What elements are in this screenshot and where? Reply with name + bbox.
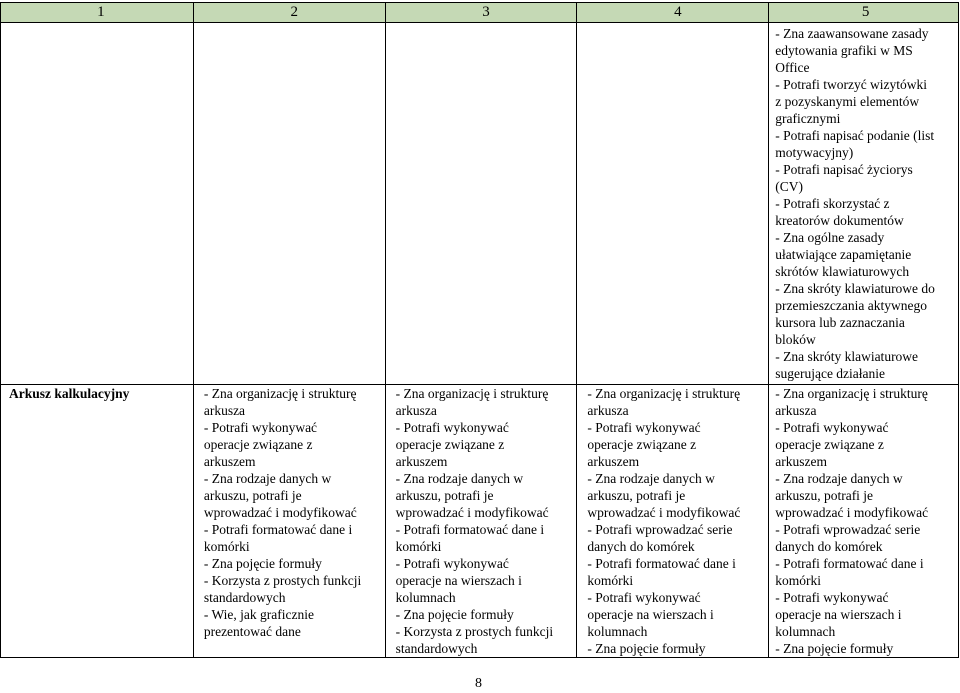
cell-text-line: arkuszem: [587, 454, 640, 469]
spreadsheet-row: [1, 385, 959, 658]
cell-text-line: - Zna pojęcie formuły: [587, 641, 706, 656]
cell-text-line: - Potrafi wykonywać: [203, 420, 318, 435]
requirements-cell-3: [385, 385, 577, 658]
cell-text-line: - Korzysta z prostych funkcji: [203, 573, 362, 588]
requirements-cell-2: [193, 385, 385, 658]
cell-text-line: operacje związane z: [395, 437, 505, 452]
cell-text-line: danych do komórek: [775, 539, 883, 554]
header-col-1: 1: [1, 3, 194, 23]
cell-text-line: operacje na wierszach i: [775, 607, 902, 622]
cell-text-line: arkusza: [775, 403, 817, 418]
cell-text-line: Office: [775, 60, 810, 75]
cell-text-line: - Wie, jak graficznie: [203, 607, 314, 622]
cell-text-line: sugerujące działanie: [775, 366, 886, 381]
header-col-2: 2: [193, 3, 385, 23]
cell-text-line: - Zna organizację i strukturę: [203, 386, 357, 401]
cell-text-line: operacje na wierszach i: [395, 573, 522, 588]
continuation-cell-5: [769, 23, 959, 385]
requirements-cell-5: [769, 385, 959, 658]
cell-text-line: przemieszczania aktywnego: [775, 298, 928, 313]
cell-text-line: arkuszem: [203, 454, 256, 469]
cell-text-line: z pozyskanymi elementów: [775, 94, 920, 109]
cell-text-line: - Zna pojęcie formuły: [203, 556, 322, 571]
cell-text-line: komórki: [203, 539, 250, 554]
cell-text-line: - Potrafi skorzystać z: [775, 196, 890, 211]
cell-text-line: komórki: [587, 573, 634, 588]
cell-text-line: - Potrafi formatować dane i: [775, 556, 924, 571]
cell-text-line: - Zna rodzaje danych w: [587, 471, 715, 486]
cell-text-line: kolumnach: [395, 590, 456, 605]
cell-text-line: - Zna pojęcie formuły: [775, 641, 894, 656]
cell-text-line: kreatorów dokumentów: [775, 213, 904, 228]
cell-text-line: - Zna rodzaje danych w: [203, 471, 332, 486]
cell-text-line: - Potrafi wprowadzać serie: [587, 522, 733, 537]
continuation-row: [1, 23, 959, 385]
cell-text-line: operacje związane z: [203, 437, 313, 452]
cell-text-line: - Potrafi napisać podanie (list: [775, 128, 935, 143]
cell-text-line: - Zna zaawansowane zasady: [775, 26, 929, 41]
cell-text-line: kolumnach: [587, 624, 648, 639]
continuation-cell-4: [577, 23, 769, 385]
requirements-table: [0, 2, 959, 658]
page-number: 8: [475, 676, 482, 691]
cell-text-line: - Zna skróty klawiaturowe: [775, 349, 919, 364]
cell-text-line: - Potrafi wykonywać: [395, 556, 509, 571]
cell-text-line: - Potrafi wykonywać: [395, 420, 509, 435]
cell-text-line: graficznymi: [775, 111, 841, 126]
cell-text-line: standardowych: [395, 641, 478, 656]
cell-text-line: - Zna rodzaje danych w: [775, 471, 903, 486]
header-row: [1, 3, 959, 23]
cell-text-line: (CV): [775, 179, 803, 194]
cell-text-line: skrótów klawiaturowych: [775, 264, 910, 279]
continuation-cell-1: [1, 23, 194, 385]
cell-text-line: - Zna ogólne zasady: [775, 230, 885, 245]
cell-text-line: komórki: [775, 573, 821, 588]
continuation-cell-3: [385, 23, 577, 385]
cell-text-line: operacje związane z: [775, 437, 884, 452]
cell-text-line: bloków: [775, 332, 816, 347]
cell-text-line: kursora lub zaznaczania: [775, 315, 905, 330]
cell-text-line: - Zna skróty klawiaturowe do: [775, 281, 935, 296]
cell-text-line: arkusza: [587, 403, 629, 418]
cell-text-line: - Korzysta z prostych funkcji: [395, 624, 554, 639]
cell-text-line: arkuszu, potrafi je: [587, 488, 686, 503]
subject-cell: Arkusz kalkulacyjny: [1, 385, 194, 658]
cell-text-line: standardowych: [203, 590, 286, 605]
cell-text-line: motywacyjny): [775, 145, 854, 160]
cell-text-line: arkusza: [203, 403, 246, 418]
requirements-cell-4: [577, 385, 769, 658]
cell-text-line: edytowania grafiki w MS: [775, 43, 913, 58]
cell-text-line: wprowadzać i modyfikować: [203, 505, 357, 520]
cell-text-line: - Potrafi wykonywać: [775, 590, 889, 605]
cell-text-line: arkuszem: [395, 454, 448, 469]
cell-text-line: danych do komórek: [587, 539, 695, 554]
cell-text-line: wprowadzać i modyfikować: [775, 505, 929, 520]
cell-text-line: - Potrafi formatować dane i: [587, 556, 736, 571]
cell-text-line: - Zna pojęcie formuły: [395, 607, 514, 622]
cell-text-line: - Potrafi formatować dane i: [395, 522, 545, 537]
header-col-3: 3: [385, 3, 577, 23]
cell-text-line: wprowadzać i modyfikować: [395, 505, 549, 520]
cell-text-line: arkuszu, potrafi je: [395, 488, 494, 503]
cell-text-line: - Zna organizację i strukturę: [395, 386, 549, 401]
cell-text-line: - Zna organizację i strukturę: [587, 386, 741, 401]
cell-text-line: - Potrafi napisać życiorys: [775, 162, 913, 177]
cell-text-line: ułatwiające zapamiętanie: [775, 247, 912, 262]
cell-text-line: arkuszu, potrafi je: [775, 488, 874, 503]
cell-text-line: prezentować dane: [203, 624, 301, 639]
cell-text-line: - Zna organizację i strukturę: [775, 386, 928, 401]
header-col-4: 4: [577, 3, 769, 23]
cell-text-line: operacje związane z: [587, 437, 697, 452]
cell-text-line: - Potrafi wykonywać: [587, 590, 701, 605]
cell-text-line: - Zna rodzaje danych w: [395, 471, 524, 486]
cell-text-line: - Potrafi wprowadzać serie: [775, 522, 921, 537]
cell-text-line: - Potrafi formatować dane i: [203, 522, 353, 537]
cell-text-line: arkuszu, potrafi je: [203, 488, 302, 503]
cell-text-line: komórki: [395, 539, 442, 554]
header-col-5: 5: [769, 3, 959, 23]
cell-text-line: arkusza: [395, 403, 437, 418]
cell-text-line: arkuszem: [775, 454, 827, 469]
continuation-cell-2: [193, 23, 385, 385]
cell-text-line: kolumnach: [775, 624, 836, 639]
cell-text-line: - Potrafi wykonywać: [775, 420, 889, 435]
cell-text-line: - Potrafi wykonywać: [587, 420, 701, 435]
cell-text-line: wprowadzać i modyfikować: [587, 505, 741, 520]
cell-text-line: operacje na wierszach i: [587, 607, 714, 622]
cell-text-line: - Potrafi tworzyć wizytówki: [775, 77, 928, 92]
